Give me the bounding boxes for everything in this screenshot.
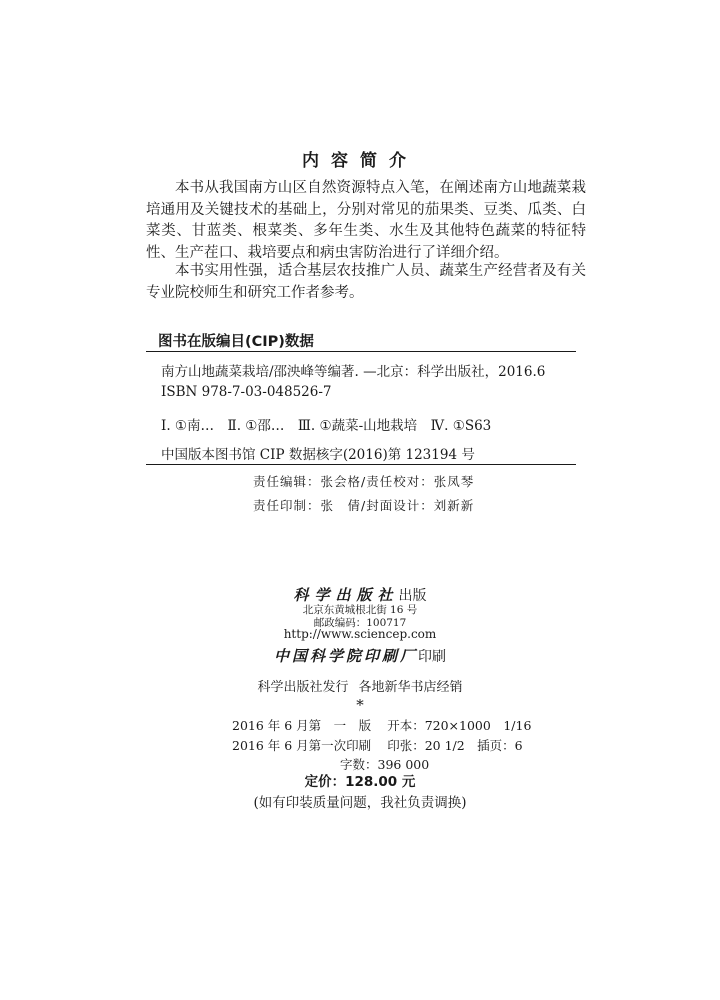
- cip-title-line: 南方山地蔬菜栽培/邵泱峰等编著. —北京：科学出版社，2016.6: [161, 364, 546, 380]
- publisher-postcode: 邮政编码：100717: [313, 617, 407, 629]
- distribution-seller: 各地新华书店经销: [358, 680, 463, 695]
- separator-asterisk: *: [356, 696, 364, 714]
- distribution-line: [0, 676, 720, 695]
- spec-printing: 2016 年 6 月第一次印刷: [232, 738, 372, 753]
- publisher-address: 北京东黄城根北街 16 号: [302, 604, 418, 616]
- spec-sheets: 印张：20 1/2 插页：6: [387, 738, 523, 753]
- spec-line-edition: [232, 716, 531, 734]
- spec-edition: 2016 年 6 月第 一 版: [232, 718, 372, 733]
- publisher-suffix: 出版: [398, 588, 427, 604]
- summary-paragraph-1: 本书从我国南方山区自然资源特点入笔，在阐述南方山地蔬菜栽培通用及关键技术的基础上，分别对常见的茄果类、豆类、瓜类、白菜类、甘蓝类、根菜类、多年生类、水生及其他特色蔬菜的特征特性、生产茬口、栽培要点和病虫害防治进行了详细介绍。: [146, 180, 586, 261]
- credits-editors: 责任编辑：张会格/责任校对：张凤琴: [253, 474, 475, 489]
- printer-line: [0, 645, 720, 666]
- summary-title: 内容简介: [302, 151, 418, 171]
- quality-notice: (如有印装质量问题，我社负责调换): [253, 795, 467, 811]
- cip-isbn-line: ISBN 978-7-03-048526-7: [161, 384, 332, 400]
- cip-bottom-rule: [146, 464, 576, 465]
- distribution-issuer: 科学出版社发行: [257, 680, 349, 695]
- spec-line-printing: [232, 736, 523, 754]
- cip-heading: 图书在版编目(CIP)数据: [158, 334, 314, 350]
- summary-paragraph-2: 本书实用性强，适合基层农技推广人员、蔬菜生产经营者及有关专业院校师生和研究工作者参考。: [146, 263, 586, 301]
- publisher-website: http://www.sciencep.com: [283, 627, 437, 641]
- cip-top-rule: [146, 351, 576, 352]
- credits-production: 责任印制：张 倩/封面设计：刘新新: [253, 498, 475, 513]
- cip-classification-line: Ⅰ. ①南… Ⅱ. ①邵… Ⅲ. ①蔬菜-山地栽培 Ⅳ. ①S63: [161, 418, 492, 434]
- cip-record-number-line: 中国版本图书馆 CIP 数据核字(2016)第 123194 号: [161, 447, 475, 463]
- spec-word-count: 字数：396 000: [340, 757, 430, 772]
- price-label: 定价：128.00 元: [304, 774, 416, 790]
- printer-suffix: 印刷: [418, 649, 446, 665]
- printer-logo-text: 中国科学院印刷厂: [273, 647, 418, 665]
- publisher-logo-text: 科学出版社: [293, 586, 399, 604]
- spec-format: 开本：720×1000 1/16: [387, 718, 532, 733]
